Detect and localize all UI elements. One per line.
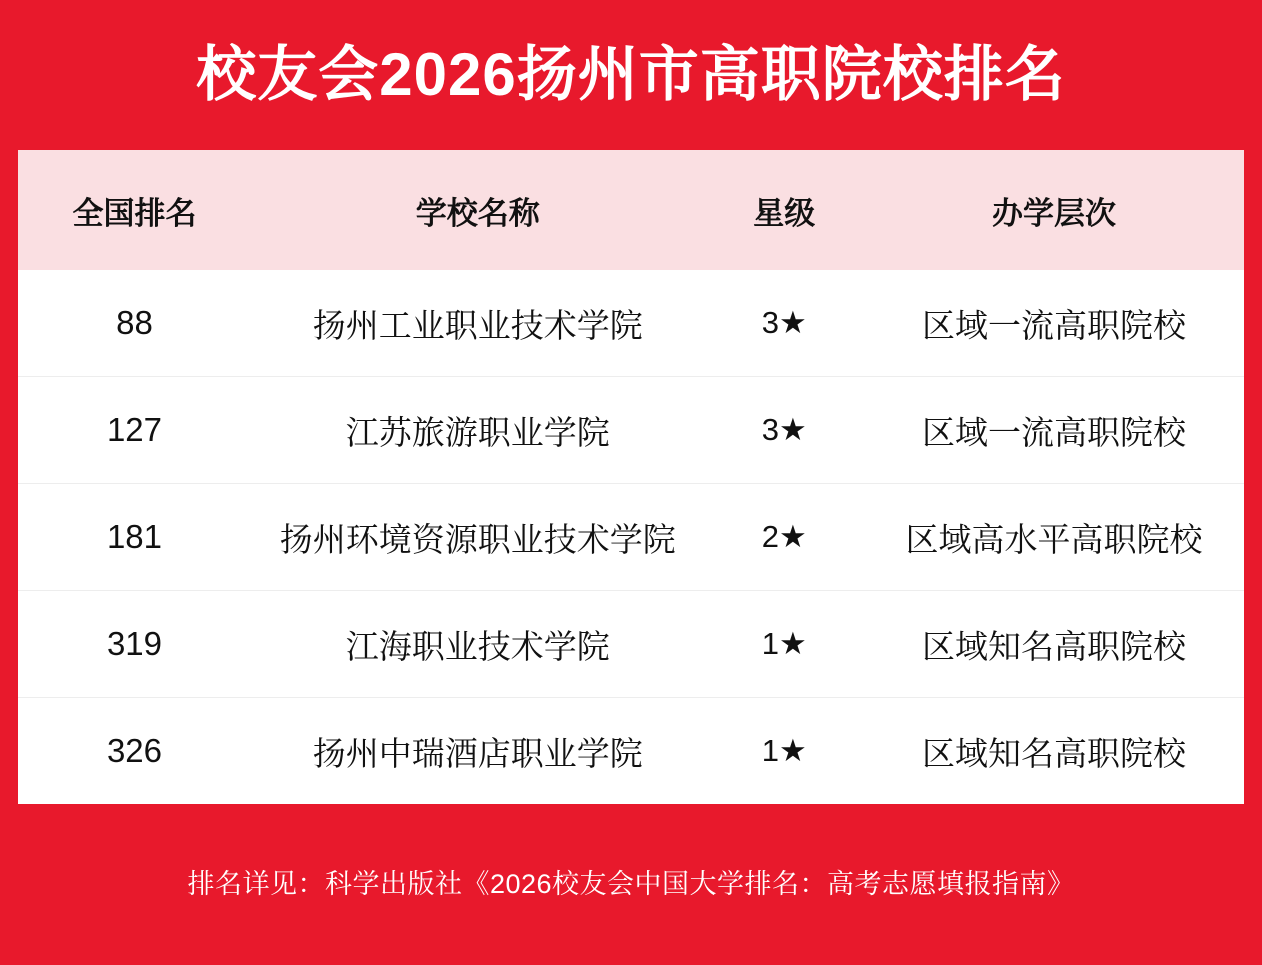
table-row xyxy=(18,270,1244,377)
cell-star: 3★ xyxy=(705,270,864,377)
ranking-table-container xyxy=(18,150,1244,804)
cell-rank: 127 xyxy=(18,377,251,484)
cell-star: 1★ xyxy=(705,698,864,805)
column-header-level: 办学层次 xyxy=(864,150,1244,270)
cell-star: 2★ xyxy=(705,484,864,591)
column-header-star: 星级 xyxy=(705,150,864,270)
table-header xyxy=(18,150,1244,270)
table-body xyxy=(18,270,1244,804)
source-note: 排名详见：科学出版社《2026校友会中国大学排名：高考志愿填报指南》 xyxy=(187,869,1075,899)
cell-rank: 326 xyxy=(18,698,251,805)
cell-star: 3★ xyxy=(705,377,864,484)
cell-name: 江海职业技术学院 xyxy=(251,591,705,698)
ranking-table xyxy=(18,150,1244,804)
cell-rank: 319 xyxy=(18,591,251,698)
table-row xyxy=(18,698,1244,805)
column-header-rank: 全国排名 xyxy=(18,150,251,270)
title-bar xyxy=(0,0,1262,150)
cell-rank: 88 xyxy=(18,270,251,377)
cell-name: 扬州工业职业技术学院 xyxy=(251,270,705,377)
cell-level: 区域高水平高职院校 xyxy=(864,484,1244,591)
table-header-row xyxy=(18,150,1244,270)
cell-level: 区域一流高职院校 xyxy=(864,270,1244,377)
table-row xyxy=(18,591,1244,698)
cell-rank: 181 xyxy=(18,484,251,591)
cell-name: 江苏旅游职业学院 xyxy=(251,377,705,484)
table-row xyxy=(18,377,1244,484)
cell-star: 1★ xyxy=(705,591,864,698)
table-row xyxy=(18,484,1244,591)
cell-level: 区域知名高职院校 xyxy=(864,698,1244,805)
cell-name: 扬州中瑞酒店职业学院 xyxy=(251,698,705,805)
column-header-name: 学校名称 xyxy=(251,150,705,270)
cell-level: 区域一流高职院校 xyxy=(864,377,1244,484)
cell-name: 扬州环境资源职业技术学院 xyxy=(251,484,705,591)
cell-level: 区域知名高职院校 xyxy=(864,591,1244,698)
page-title: 校友会2026扬州市高职院校排名 xyxy=(196,41,1066,108)
